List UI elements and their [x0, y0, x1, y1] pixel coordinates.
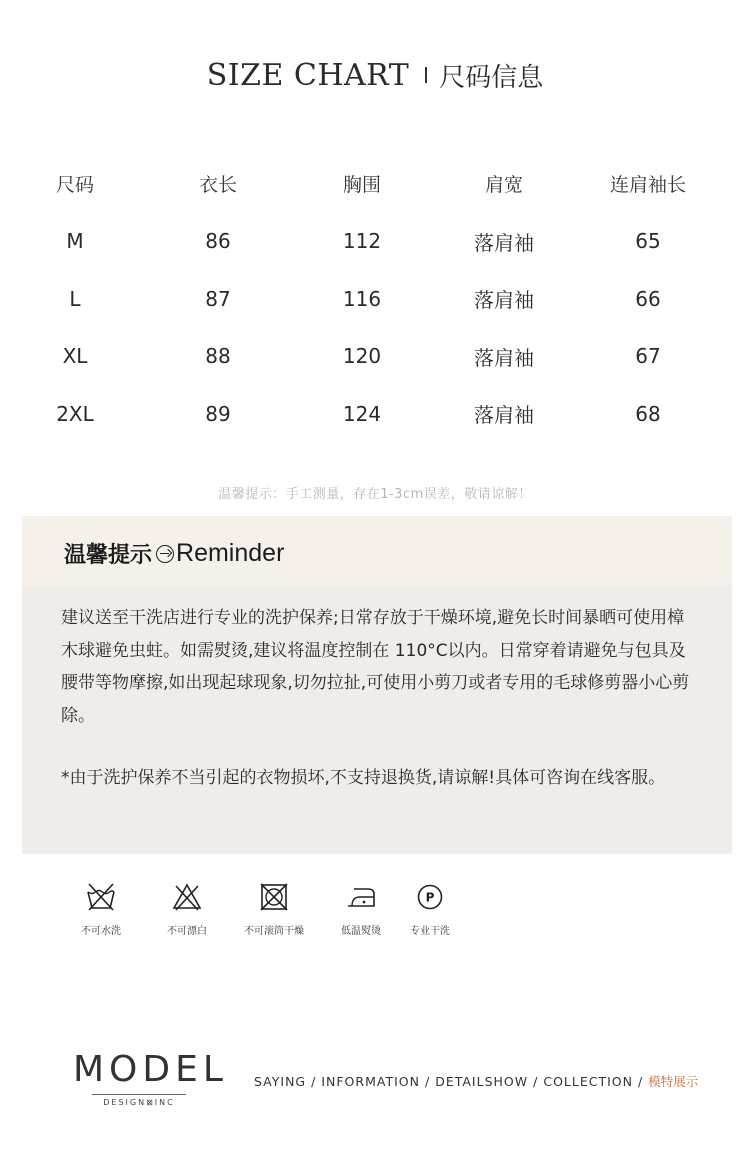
model-logo: [73, 1049, 228, 1109]
length-cell: 86: [205, 229, 231, 254]
no-bleach-icon: [170, 880, 204, 914]
size-table: [0, 155, 750, 443]
sleeve-cell: 65: [635, 229, 661, 254]
measurement-note: 温馨提示：手工测量，存在1-3cm误差，敬请谅解！: [218, 487, 532, 502]
nav-separator: /: [424, 1074, 431, 1089]
column-header: 肩宽: [484, 174, 524, 197]
care-label: 不可滚筒干燥: [244, 926, 304, 937]
nav-saying[interactable]: SAYING: [254, 1074, 307, 1089]
care-item-no-tumble-dry: [229, 880, 319, 937]
nav-separator: /: [637, 1074, 644, 1089]
no-tumble-dry-icon: [257, 880, 291, 914]
low-iron-icon: [344, 880, 378, 914]
column-header: 胸围: [342, 174, 382, 197]
care-instructions-text: 建议送至干洗店进行专业的洗护保养;日常存放于干燥环境,避免长时间暴晒可使用樟木球避免虫蛀。如需熨烫,建议将温度控制在 110°C以内。日常穿着请避免与包具及腰带等物摩擦,如出现起球现象,切勿拉扯,可使用小剪刀或者专用的毛球修剪器小心剪除。: [61, 608, 690, 726]
reminder-title-cn: 温馨提示: [64, 543, 153, 568]
care-icons-row: [0, 880, 750, 950]
size-cell: L: [69, 286, 81, 311]
nav-separator: /: [311, 1074, 317, 1089]
care-item-no-wash: [56, 880, 146, 937]
care-label: 不可漂白: [167, 926, 207, 937]
size-table-header: [0, 155, 750, 213]
size-cell: XL: [62, 344, 88, 369]
shoulder-cell: 落肩袖: [474, 230, 534, 255]
title-divider: [425, 67, 427, 83]
chest-cell: 124: [342, 401, 382, 426]
sleeve-cell: 67: [635, 344, 661, 369]
size-chart-header: [0, 50, 750, 100]
care-label: 专业干洗: [410, 926, 450, 937]
length-cell: 89: [205, 401, 231, 426]
table-row: [0, 385, 750, 443]
nav-separator: /: [533, 1074, 539, 1089]
nav-model-show[interactable]: 模特展示: [648, 1074, 699, 1089]
dry-clean-icon: [413, 880, 447, 914]
table-row: [0, 328, 750, 386]
column-header: 连肩袖长: [609, 174, 687, 197]
svg-text:P: P: [425, 890, 435, 905]
nav-information[interactable]: INFORMATION: [321, 1074, 420, 1089]
table-row: [0, 270, 750, 328]
reminder-title-en: Reminder: [176, 539, 285, 567]
care-item-no-bleach: [142, 880, 232, 937]
chest-cell: 116: [342, 286, 382, 311]
logo-subtext: DESIGN⊠INC: [92, 1094, 186, 1107]
nav-collection[interactable]: COLLECTION: [543, 1074, 633, 1089]
care-label: 低温熨烫: [341, 926, 381, 937]
size-cell: 2XL: [56, 401, 94, 426]
shoulder-cell: 落肩袖: [474, 288, 534, 313]
sleeve-cell: 68: [635, 401, 661, 426]
reminder-title: [64, 538, 284, 569]
length-cell: 87: [205, 286, 231, 311]
care-label: 不可水洗: [81, 926, 121, 937]
size-cell: M: [66, 229, 84, 254]
return-policy-text: *由于洗护保养不当引起的衣物损坏,不支持退换货,请谅解!具体可咨询在线客服。: [61, 768, 666, 788]
logo-text: MODEL: [73, 1049, 228, 1090]
column-header: 尺码: [55, 174, 95, 197]
nav-detailshow[interactable]: DETAILSHOW: [435, 1074, 529, 1089]
chest-cell: 112: [342, 229, 382, 254]
length-cell: 88: [205, 344, 231, 369]
title-cn: 尺码信息: [439, 62, 544, 93]
column-header: 衣长: [198, 174, 238, 197]
footer-nav: [254, 1072, 698, 1090]
reminder-header: [22, 516, 732, 586]
reminder-body: [22, 586, 732, 854]
chest-cell: 120: [342, 344, 382, 369]
circle-arrow-icon: [156, 545, 174, 563]
shoulder-cell: 落肩袖: [474, 345, 534, 370]
footer: [0, 1050, 750, 1120]
sleeve-cell: 66: [635, 286, 661, 311]
shoulder-cell: 落肩袖: [474, 403, 534, 428]
care-item-dry-clean: [385, 880, 475, 937]
table-row: [0, 213, 750, 271]
title-en: SIZE CHART: [206, 57, 410, 93]
no-wash-icon: [84, 880, 118, 914]
